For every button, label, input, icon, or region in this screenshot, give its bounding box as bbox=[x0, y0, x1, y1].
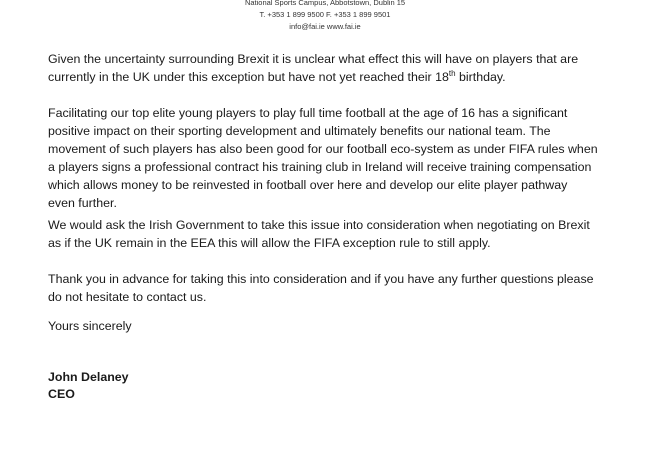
text-line: a players signs a professional contract his training club in Ireland will receive training compensation bbox=[48, 160, 592, 174]
letterhead-contact: info@fai.ie www.fai.ie bbox=[289, 22, 361, 31]
paragraph-elite-players bbox=[48, 104, 598, 212]
text-line: even further. bbox=[48, 196, 117, 210]
text-line: positive impact on their sporting development and ultimately benefits our national team. The bbox=[48, 124, 551, 138]
paragraph-thanks bbox=[48, 270, 594, 306]
superscript: th bbox=[448, 68, 456, 78]
text-line: which allows money to be reinvested in football over here and develop our elite player pathway bbox=[48, 178, 568, 192]
letterhead bbox=[0, 0, 650, 33]
letterhead-phone-fax: T. +353 1 899 9500 F. +353 1 899 9501 bbox=[259, 10, 391, 19]
closing: Yours sincerely bbox=[48, 319, 132, 333]
text-line: We would ask the Irish Government to take this issue into consideration when negotiating on Brexit bbox=[48, 218, 590, 232]
paragraph-brexit-uncertainty bbox=[48, 50, 578, 86]
text-line: do not hesitate to contact us. bbox=[48, 290, 207, 304]
signatory-name: John Delaney bbox=[48, 370, 129, 384]
text-line bbox=[48, 68, 578, 86]
text-line: movement of such players has also been good for our football eco-system as under FIFA rules when bbox=[48, 142, 598, 156]
text-fragment: birthday. bbox=[455, 70, 506, 84]
signatory-title: CEO bbox=[48, 387, 75, 401]
paragraph-request bbox=[48, 216, 590, 252]
text-line: Facilitating our top elite young players to play full time football at the age of 16 has a significant bbox=[48, 106, 568, 120]
letterhead-address: National Sports Campus, Abbotstown, Dublin 15 bbox=[244, 0, 406, 7]
text-line: Given the uncertainty surrounding Brexit it is unclear what effect this will have on players that are bbox=[48, 52, 579, 66]
text-fragment: currently in the UK under this exception but have not yet reached their 18 bbox=[48, 70, 449, 84]
text-line: Thank you in advance for taking this into consideration and if you have any further questions please bbox=[48, 272, 594, 286]
text-line: as if the UK remain in the EEA this will allow the FIFA exception rule to still apply. bbox=[48, 236, 491, 250]
